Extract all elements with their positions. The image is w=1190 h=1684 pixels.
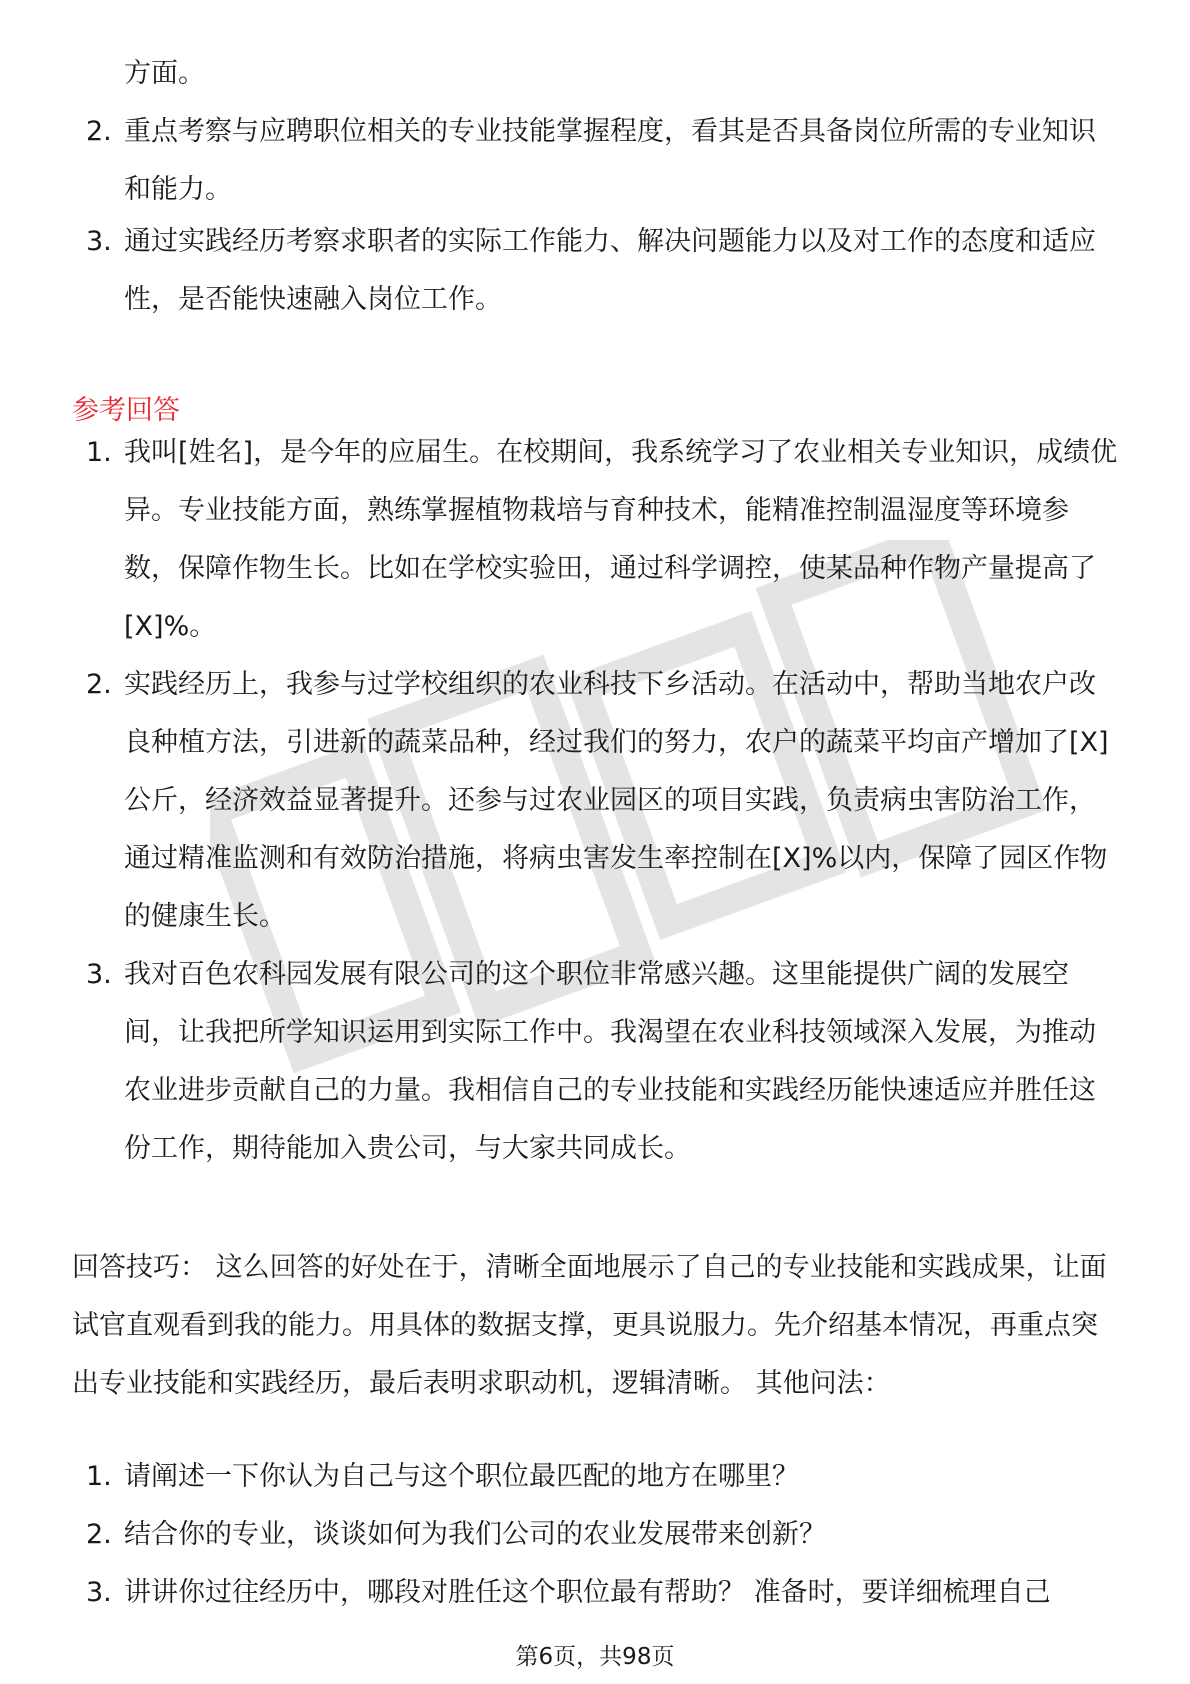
list-text: 通过实践经历考察求职者的实际工作能力、解决问题能力以及对工作的态度和适应性，是否能快速融入岗位工作。 xyxy=(124,226,1096,315)
other-questions-list xyxy=(78,1448,1118,1622)
list-item xyxy=(78,1448,1118,1506)
evaluation-points-list xyxy=(78,45,1118,329)
list-item xyxy=(78,1506,1118,1564)
list-text: 我对百色农科园发展有限公司的这个职位非常感兴趣。这里能提供广阔的发展空间，让我把所学知识运用到实际工作中。我渴望在农业科技领域深入发展，为推动农业进步贡献自己的力量。我相信自己的专业技能和实践经历能快速适应并胜任这份工作，期待能加入贵公司，与大家共同成长。 xyxy=(124,959,1096,1164)
list-item xyxy=(78,103,1118,213)
list-number: 3. xyxy=(86,959,112,990)
list-number: 2. xyxy=(86,116,112,147)
list-item xyxy=(78,45,1118,103)
list-number: 1. xyxy=(86,1461,112,1492)
list-number: 2. xyxy=(86,1519,112,1550)
list-item xyxy=(78,213,1118,329)
reference-answer-list xyxy=(78,424,1118,1178)
list-item xyxy=(78,946,1118,1178)
list-number: 3. xyxy=(86,1577,112,1608)
list-text: 我叫[姓名]，是今年的应届生。在校期间，我系统学习了农业相关专业知识，成绩优异。专业技能方面，熟练掌握植物栽培与育种技术，能精准控制温湿度等环境参数，保障作物生长。比如在学校实验田，通过科学调控，使某品种作物产量提高了[X]%。 xyxy=(124,437,1118,642)
list-text: 讲讲你过往经历中，哪段对胜任这个职位最有帮助？ 准备时，要详细梳理自己 xyxy=(124,1577,1051,1608)
list-text: 结合你的专业，谈谈如何为我们公司的农业发展带来创新？ xyxy=(124,1519,826,1550)
list-text: 实践经历上，我参与过学校组织的农业科技下乡活动。在活动中，帮助当地农户改良种植方法，引进新的蔬菜品种，经过我们的努力，农户的蔬菜平均亩产增加了[X]公斤，经济效益显著提升。还参与过农业园区的项目实践，负责病虫害防治工作，通过精准监测和有效防治措施，将病虫害发生率控制在[X]%以内，保障了园区作物的健康生长。 xyxy=(124,669,1109,932)
list-item xyxy=(78,1564,1118,1622)
list-number: 2. xyxy=(86,669,112,700)
section-title: 参考回答 xyxy=(72,395,180,426)
list-number: 1. xyxy=(86,437,112,468)
list-item xyxy=(78,424,1118,656)
list-text: 重点考察与应聘职位相关的专业技能掌握程度，看其是否具备岗位所需的专业知识和能力。 xyxy=(124,116,1096,205)
list-number: 3. xyxy=(86,226,112,257)
page-footer: 第6页，共98页 xyxy=(515,1644,675,1670)
list-item xyxy=(78,656,1118,946)
answer-tips-paragraph: 回答技巧： 这么回答的好处在于，清晰全面地展示了自己的专业技能和实践成果，让面试官直观看到我的能力。用具体的数据支撑，更具说服力。先介绍基本情况，再重点突出专业技能和实践经历，最后表明求职动机，逻辑清晰。 其他问法： xyxy=(72,1252,1107,1399)
list-text: 方面。 xyxy=(124,58,205,89)
list-text: 请阐述一下你认为自己与这个职位最匹配的地方在哪里？ xyxy=(124,1461,799,1492)
